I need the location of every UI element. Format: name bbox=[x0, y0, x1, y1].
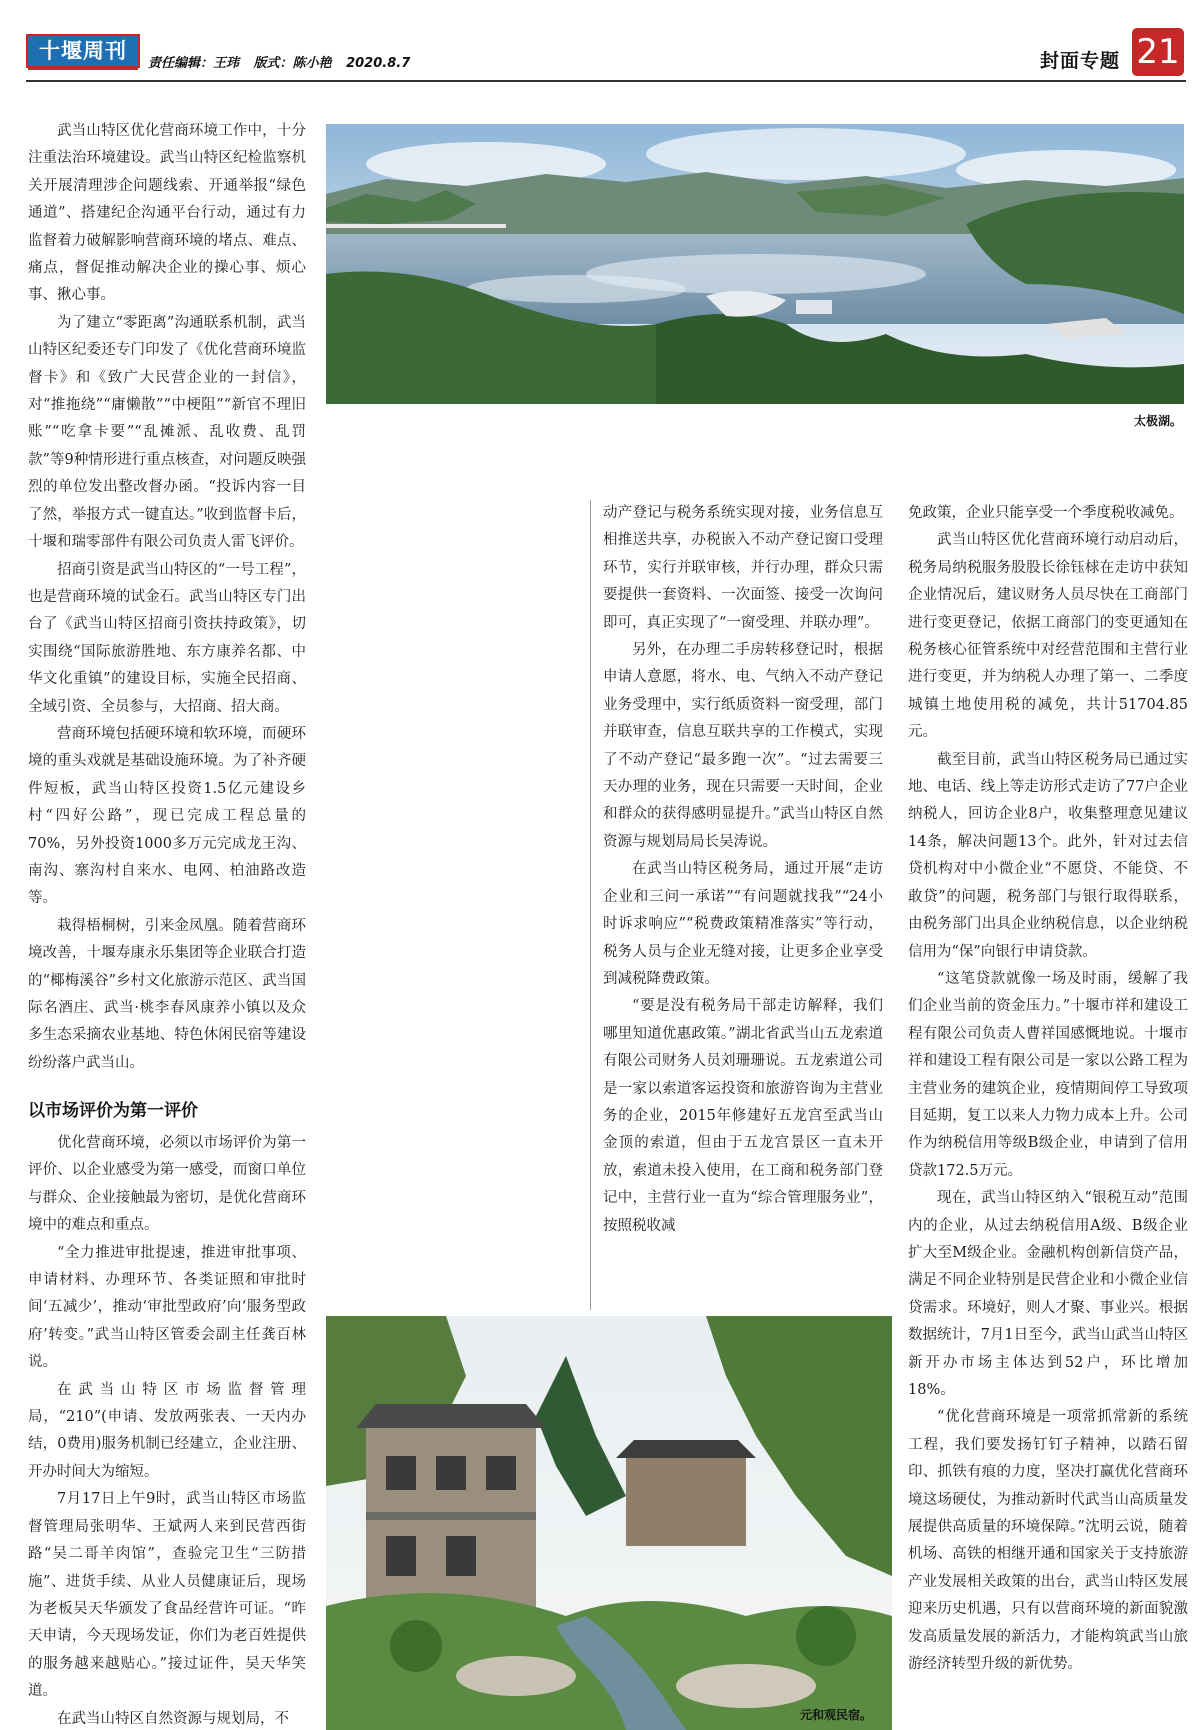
article-column-right bbox=[908, 500, 1188, 1678]
issue-date: 2020.8.7 bbox=[346, 56, 411, 71]
lake-photo-caption: 太极湖。 bbox=[1134, 414, 1183, 428]
page-number: 21 bbox=[1132, 28, 1184, 76]
paragraph: 武当山特区优化营商环境行动启动后，税务局纳税服务股股长徐钰梂在走访中获知企业情况后，建议财务人员尽快在工商部门进行变更登记，依据工商部门的变更通知在税务核心征管系统中对经营范围和主营行业进行变更，并为纳税人办理了第一、二季度城镇土地使用税的减免，共计51704.85元。 bbox=[908, 532, 1188, 741]
paragraph: 免政策，企业只能享受一个季度税收减免。 bbox=[908, 505, 1184, 521]
section-title: 封面专题 bbox=[1040, 50, 1121, 72]
paragraph: 截至目前，武当山特区税务局已通过实地、电话、线上等走访形式走访了77户企业纳税人，回访企业8户，收集整理意见建议14条，解决问题13个。此外，针对过去信贷机构对中小微企业“不愿贷、不能贷、不敢贷”的问题，税务部门与银行取得联系，由税务部门出具企业纳税信息，以企业纳税信用为“保”向银行申请贷款。 bbox=[908, 751, 1188, 960]
lake-photo bbox=[326, 124, 1184, 404]
paragraph: 另外，在办理二手房转移登记时，根据申请人意愿，将水、电、气纳入不动产登记业务受理中，实行纸质资料一窗受理，部门并联审查，信息互联共享的工作模式，实现了不动产登记“最多跑一次”。“过去需要三天办理的业务，现在只需要一天时间，企业和群众的获得感明显提升。”武当山特区自然资源与规划局局长吴涛说。 bbox=[603, 642, 883, 850]
guesthouse-photo-caption: 元和观民宿。 bbox=[800, 1708, 873, 1722]
page-header bbox=[0, 0, 1200, 90]
paragraph: 招商引资是武当山特区的“一号工程”，也是营商环境的试金石。武当山特区专门出台了《武当山特区招商引资扶持政策》，切实围绕“国际旅游胜地、东方康养名都、中华文化重镇”的建设目标，实施全民招商、全域引资、全员参与，大招商、招大商。 bbox=[28, 561, 306, 715]
editor-credits bbox=[148, 52, 420, 71]
masthead-logo-text: 十堰周刊 bbox=[39, 39, 127, 63]
paragraph: 栽得梧桐树，引来金凤凰。随着营商环境改善，十堰寿康永乐集团等企业联合打造的“椰梅溪谷”乡村文化旅游示范区、武当国际名酒庄、武当·桃李春风康养小镇以及众多生态采摘农业基地、特色休闲民宿等建设纷纷落户武当山。 bbox=[28, 917, 306, 1071]
paragraph: “全力推进审批提速，推进审批事项、申请材料、办理环节、各类证照和审批时间‘五减少’，推动‘审批型政府’向‘服务型政府’转变。”武当山特区管委会副主任龚百林说。 bbox=[28, 1244, 306, 1371]
column-divider bbox=[590, 500, 591, 1310]
layout-designer: 版式：陈小艳 bbox=[253, 56, 332, 71]
paragraph: 武当山特区优化营商环境工作中，十分注重法治环境建设。武当山特区纪检监察机关开展清理涉企问题线索、开通举报“绿色通道”、搭建纪企沟通平台行动，通过有力监督着力破解影响营商环境的堵点、难点、痛点，督促推动解决企业的操心事、烦心事、揪心事。 bbox=[28, 123, 306, 304]
masthead-logo bbox=[26, 34, 140, 68]
editor-name: 责任编辑：王玮 bbox=[148, 56, 240, 71]
paragraph: 优化营商环境，必须以市场评价为第一评价、以企业感受为第一感受，而窗口单位与群众、企业接触最为密切，是优化营商环境中的难点和重点。 bbox=[28, 1135, 306, 1234]
paragraph: “优化营商环境是一项常抓常新的系统工程，我们要发扬钉钉子精神，以踏石留印、抓铁有痕的力度，坚决打赢优化营商环境这场硬仗，为推动新时代武当山高质量发展提供高质量的环境保障。”沈明云说，随着机场、高铁的相继开通和国家关于支持旅游产业发展相关政策的出台，武当山特区发展迎来历史机遇，只有以营商环境的新面貌激发高质量发展的新活力，才能构筑武当山旅游经济转型升级的新优势。 bbox=[908, 1409, 1188, 1673]
paragraph: 在武当山特区税务局，通过开展“走访企业和三问一承诺”“有问题就找我”“24小时诉求响应”“税费政策精准落实”等行动，税务人员与企业无缝对接，让更多企业享受到减税降费政策。 bbox=[603, 861, 883, 987]
paragraph: 动产登记与税务系统实现对接，业务信息互相推送共享，办税嵌入不动产登记窗口受理环节，实行并联审核，并行办理，群众只需要提供一套资料、一次面签、接受一次询问即可，真正实现了“一窗受理、并联办理”。 bbox=[603, 505, 883, 631]
guesthouse-photo bbox=[326, 1316, 892, 1730]
paragraph: 7月17日上午9时，武当山特区市场监督管理局张明华、王斌两人来到民营西街路“吴二哥羊肉馆”，查验完卫生“三防措施”、进货手续、从业人员健康证后，现场为老板吴天华颁发了食品经营许可证。“昨天申请，今天现场发证，你们为老百姓提供的服务越来越贴心。”接过证件，吴天华笑道。 bbox=[28, 1491, 306, 1700]
header-rule bbox=[26, 80, 1186, 82]
section-subheading: 以市场评价为第一评价 bbox=[28, 1101, 198, 1121]
article-column-middle bbox=[603, 500, 883, 1240]
paragraph: 营商环境包括硬环境和软环境，而硬环境的重头戏就是基础设施环境。为了补齐硬件短板，武当山特区投资1.5亿元建设乡村“四好公路”，现已完成工程总量的70%，另外投资1000多万元完成龙王沟、南沟、寨沟村自来水、电网、柏油路改造等。 bbox=[28, 725, 306, 907]
paragraph: 现在，武当山特区纳入“银税互动”范围内的企业，从过去纳税信用A级、B级企业扩大至M级企业。金融机构创新信贷产品，满足不同企业特别是民营企业和小微企业信贷需求。环境好，则人才聚、事业兴。根据数据统计，7月1日至今，武当山武当山特区新开办市场主体达到52户，环比增加18%。 bbox=[908, 1190, 1188, 1398]
article-column-left-lower bbox=[28, 1130, 306, 1730]
lake-landscape-image bbox=[326, 124, 1184, 404]
article-column-left-upper bbox=[28, 118, 306, 1077]
guesthouse-garden-image bbox=[326, 1316, 892, 1730]
paragraph: 为了建立“零距离”沟通联系机制，武当山特区纪委还专门印发了《优化营商环境监督卡》和《致广大民营企业的一封信》，对“推拖绕”“庸懒散”“中梗阻”“新官不理旧账”“吃拿卡要”“乱摊派、乱收费、乱罚款”等9种情形进行重点核查，对问题反映强烈的单位发出整改督办函。“投诉内容一目了然，举报方式一键直达。”收到监督卡后，十堰和瑞零部件有限公司负责人雷飞评价。 bbox=[28, 314, 306, 551]
paragraph: “这笔贷款就像一场及时雨，缓解了我们企业当前的资金压力。”十堰市祥和建设工程有限公司负责人曹祥国感慨地说。十堰市祥和建设工程有限公司是一家以公路工程为主营业务的建筑企业，疫情期间停工导致项目延期，复工以来人力物力成本上升。公司作为纳税信用等级B级企业，申请到了信用贷款172.5万元。 bbox=[908, 970, 1188, 1179]
paragraph: “要是没有税务局干部走访解释，我们哪里知道优惠政策。”湖北省武当山五龙索道有限公司财务人员刘珊珊说。五龙索道公司是一家以索道客运投资和旅游咨询为主营业务的企业，2015年修建好五龙宫至武当山金顶的索道，但由于五龙宫景区一直未开放，索道未投入使用，在工商和税务部门登记中，主营行业一直为“综合管理服务业”，按照税收减 bbox=[603, 998, 883, 1234]
paragraph: 在武当山特区自然资源与规划局，不 bbox=[57, 1710, 289, 1727]
paragraph: 在武当山特区市场监督管理局，“210”(申请、发放两张表、一天内办结，0费用)服务机制已经建立，企业注册、开办时间大为缩短。 bbox=[28, 1381, 306, 1480]
